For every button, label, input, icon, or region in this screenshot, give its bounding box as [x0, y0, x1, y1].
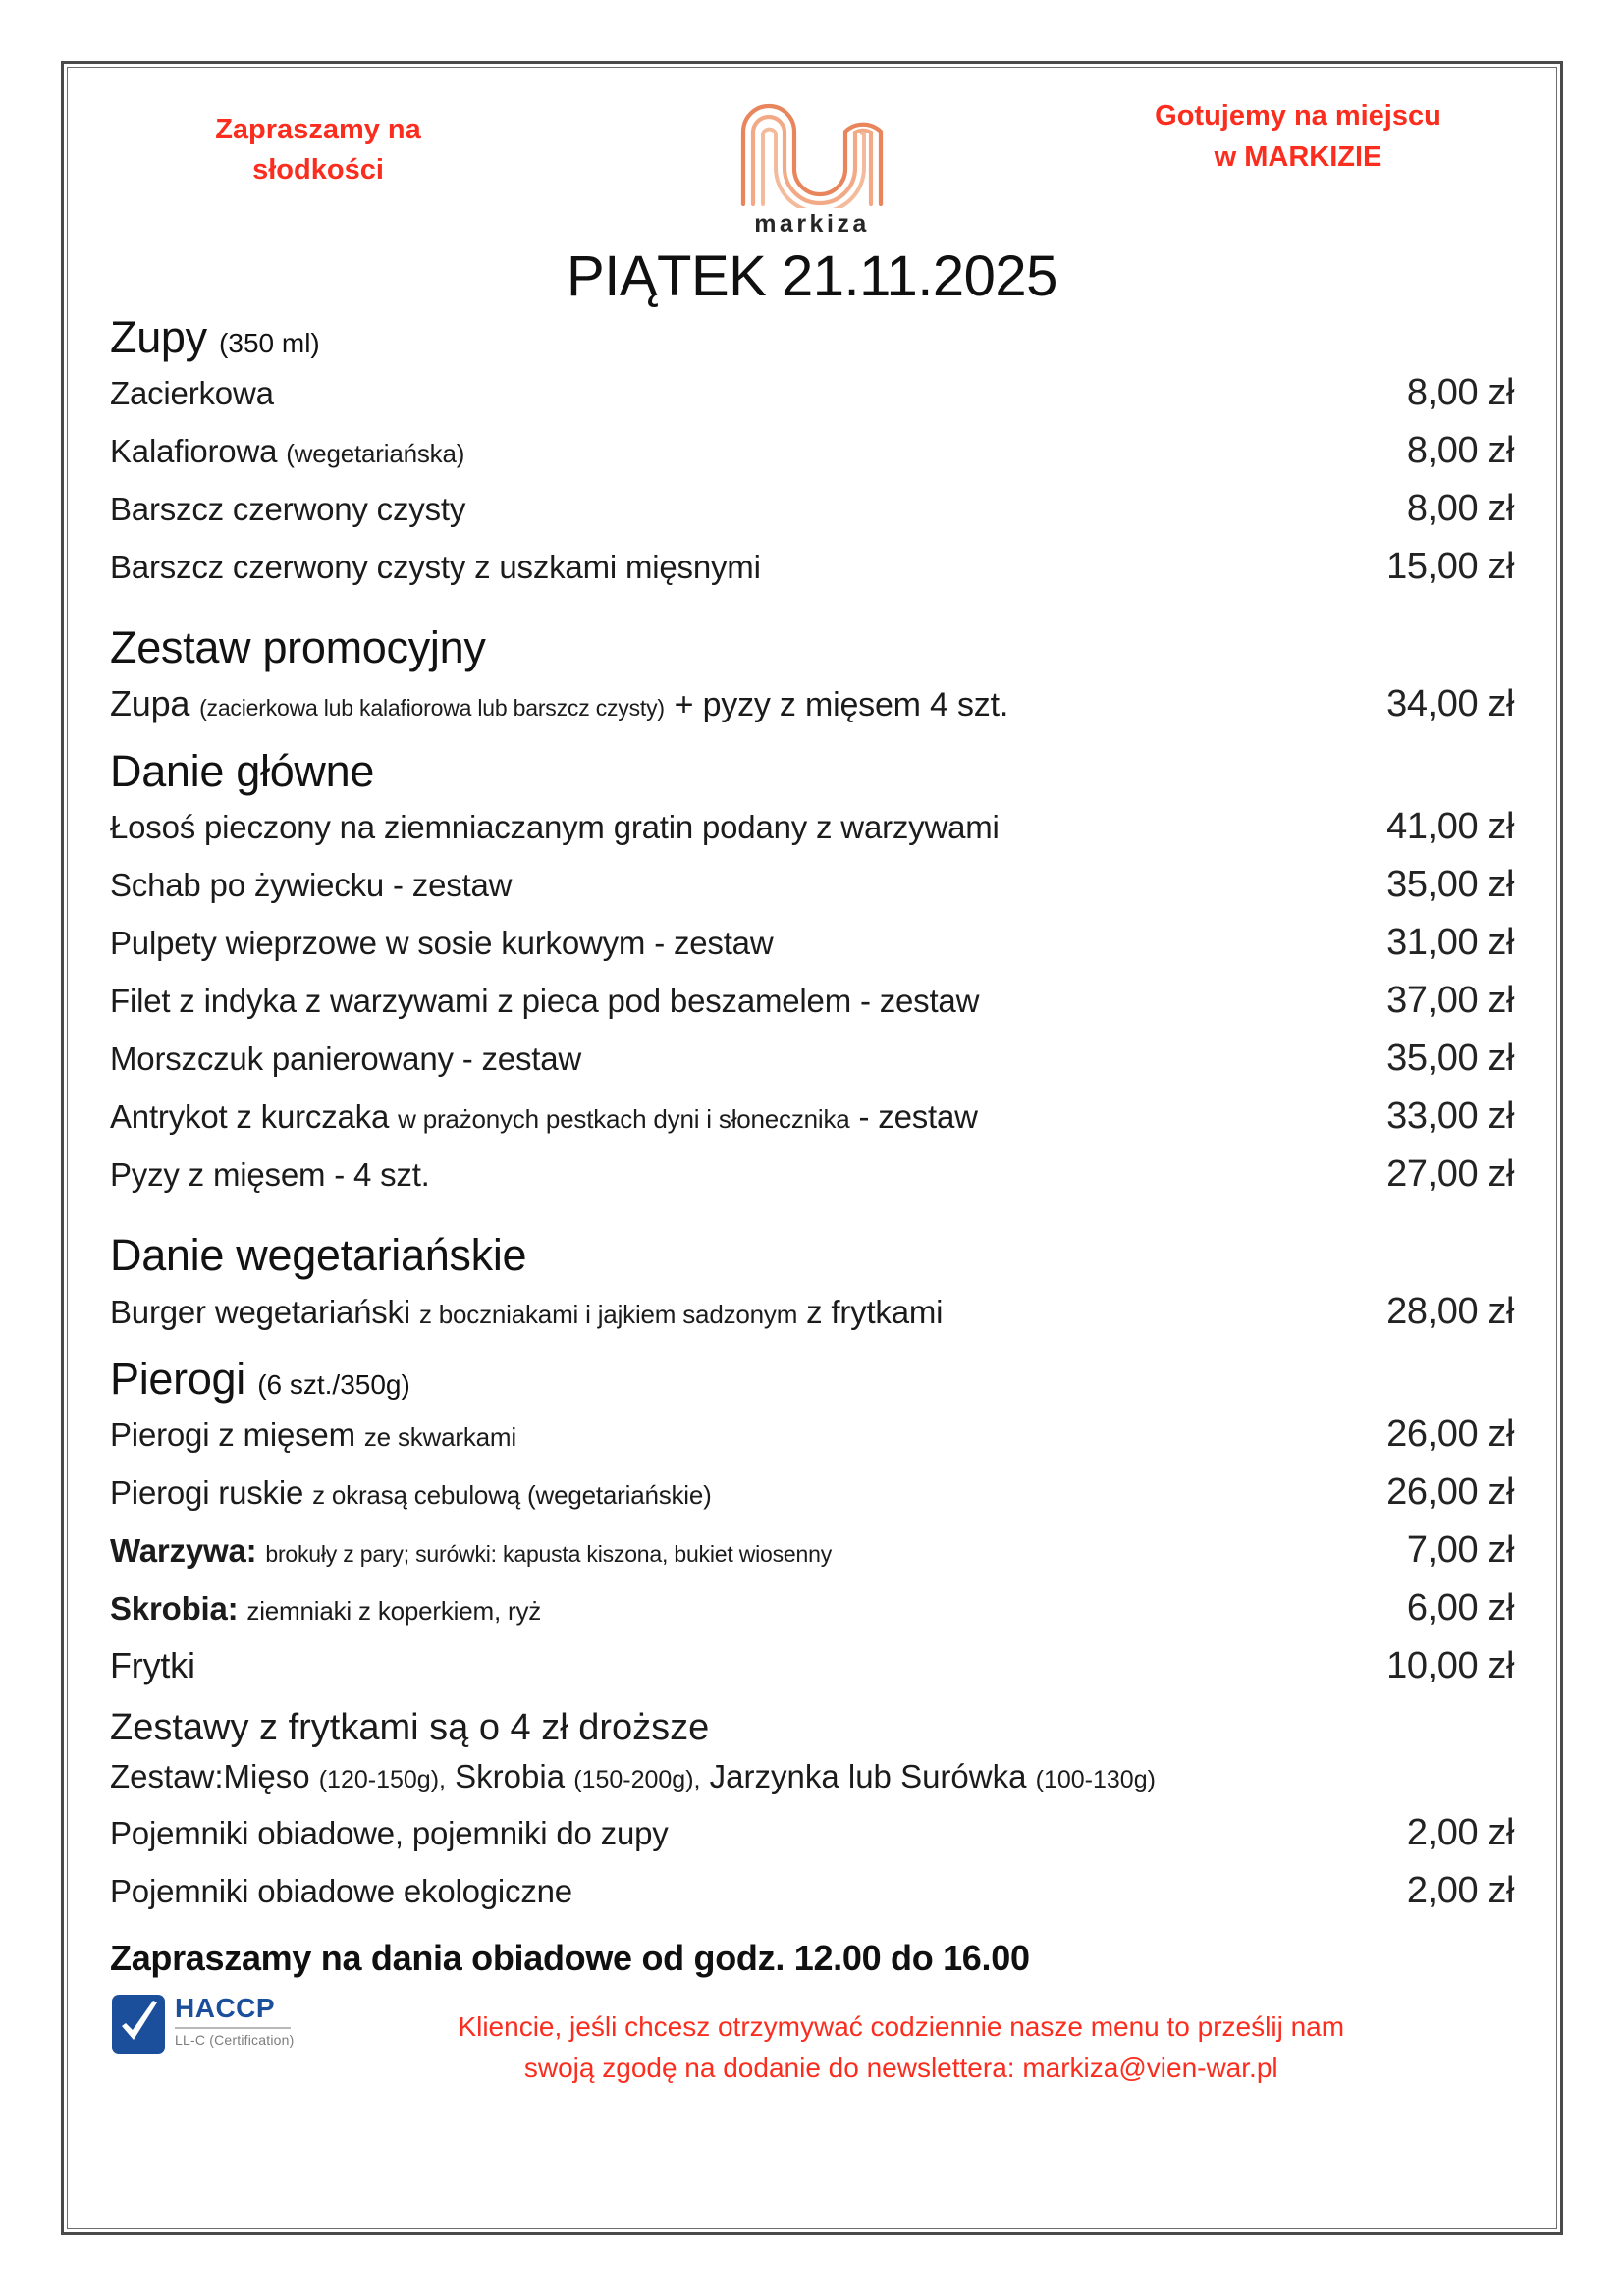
item-name-main: Antrykot z kurczaka — [110, 1098, 390, 1136]
item-name — [110, 1295, 943, 1330]
item-price: 26,00 zł — [1386, 1414, 1514, 1456]
item-name-desc: z okrasą cebulową (wegetariańskie) — [312, 1480, 712, 1511]
section-heading-pierogi-label: Pierogi — [110, 1353, 245, 1404]
item-name: Pojemniki obiadowe ekologiczne — [110, 1872, 572, 1909]
menu-row — [110, 1797, 1514, 1862]
item-name-main: Pierogi z mięsem — [110, 1416, 355, 1454]
menu-row — [110, 1088, 1514, 1146]
opening-hours-note: Zapraszamy na dania obiadowe od godz. 12.00 do 16.00 — [110, 1937, 1030, 1978]
item-price: 28,00 zł — [1386, 1290, 1514, 1332]
item-name-desc: ziemniaki z koperkiem, ryż — [246, 1596, 542, 1627]
menu-row — [110, 1862, 1514, 1920]
item-name-main: Zupa — [110, 682, 190, 723]
item-price: 26,00 zł — [1386, 1471, 1514, 1514]
section-heading-danie-wegetarianskie — [110, 1231, 1514, 1280]
item-name-desc: brokuły z pary; surówki: kapusta kiszona, bukiet wiosenny — [265, 1541, 833, 1568]
item-name — [110, 1591, 541, 1627]
item-name-desc: (zacierkowa lub kalafiorowa lub barszcz czysty) — [199, 694, 665, 721]
set-composition-starch-weight: (150-200g), — [573, 1765, 701, 1793]
item-name: Filet z indyka z warzywami z pieca pod beszamelem - zestaw — [110, 983, 980, 1020]
item-name-desc: ze skwarkami — [363, 1422, 516, 1453]
section-heading-danie-wegetarianskie-label: Danie wegetariańskie — [110, 1230, 527, 1281]
section-heading-pierogi-sub: (6 szt./350g) — [257, 1368, 410, 1400]
item-name-main: Skrobia: — [110, 1590, 239, 1628]
item-name: Pyzy z mięsem - 4 szt. — [110, 1156, 430, 1194]
item-price: 37,00 zł — [1386, 980, 1514, 1022]
item-price: 2,00 zł — [1406, 1811, 1514, 1853]
set-composition-starch-label: Skrobia — [455, 1757, 566, 1794]
section-heading-danie-glowne-label: Danie główne — [110, 745, 375, 796]
section-heading-zupy — [110, 313, 1514, 362]
item-name-desc: (wegetariańska) — [286, 439, 465, 469]
section-heading-pierogi — [110, 1355, 1514, 1404]
section-heading-zestaw-promocyjny — [110, 623, 1514, 672]
menu-row — [110, 914, 1514, 972]
menu-row — [110, 364, 1514, 422]
item-price: 35,00 zł — [1386, 864, 1514, 906]
item-price: 33,00 zł — [1386, 1095, 1514, 1138]
item-name-main: Warzywa: — [110, 1532, 257, 1570]
item-price: 7,00 zł — [1406, 1529, 1514, 1572]
newsletter-line1: Kliencie, jeśli chcesz otrzymywać codziennie nasze menu to prześlij nam — [458, 2010, 1345, 2042]
menu-row — [110, 422, 1514, 480]
item-name — [110, 1099, 978, 1135]
item-name: Pojemniki obiadowe, pojemniki do zupy — [110, 1814, 669, 1851]
menu-row — [110, 798, 1514, 856]
item-price: 15,00 zł — [1386, 546, 1514, 588]
item-name-main: Kalafiorowa — [110, 433, 278, 470]
promo-sweets-note — [171, 110, 465, 190]
haccp-check-icon — [110, 1993, 167, 2056]
set-composition-meat-weight: (120-150g), — [318, 1765, 446, 1793]
item-name-desc: z boczniakami i jajkiem sadzonym — [418, 1299, 798, 1329]
item-name — [110, 1533, 832, 1569]
section-heading-zupy-label: Zupy — [110, 311, 207, 362]
menu-row — [110, 856, 1514, 914]
brand-name: markiza — [754, 210, 870, 238]
haccp-badge — [110, 1989, 294, 2056]
item-price: 27,00 zł — [1386, 1153, 1514, 1196]
menu-row — [110, 1522, 1514, 1579]
menu-footer — [110, 1983, 1514, 2089]
item-name — [110, 434, 464, 469]
item-price: 31,00 zł — [1386, 922, 1514, 964]
promo-sweets-line1: Zapraszamy na — [215, 114, 421, 145]
markiza-logo-icon — [733, 92, 891, 208]
brand-logo — [694, 92, 930, 239]
item-price: 2,00 zł — [1406, 1869, 1514, 1911]
menu-row — [110, 972, 1514, 1030]
haccp-divider — [175, 2027, 291, 2029]
item-name: Barszcz czerwony czysty z uszkami mięsnymi — [110, 549, 761, 586]
set-composition-veg-weight: (100-130g) — [1035, 1765, 1156, 1793]
item-name-main: Pierogi ruskie — [110, 1474, 304, 1512]
item-name: Frytki — [110, 1645, 195, 1686]
item-price: 8,00 zł — [1406, 430, 1514, 472]
menu-row — [110, 1030, 1514, 1088]
menu-row — [110, 1579, 1514, 1637]
item-name: Zacierkowa — [110, 375, 274, 412]
section-heading-zestaw-promocyjny-label: Zestaw promocyjny — [110, 622, 486, 673]
menu-header — [110, 84, 1514, 251]
item-name-desc: w prażonych pestkach dyni i słonecznika — [398, 1104, 850, 1135]
item-price: 41,00 zł — [1386, 806, 1514, 848]
item-price: 35,00 zł — [1386, 1038, 1514, 1080]
item-name: Barszcz czerwony czysty — [110, 491, 466, 528]
section-heading-zupy-sub: (350 ml) — [219, 327, 320, 358]
page-title: PIĄTEK 21.11.2025 — [567, 244, 1057, 308]
item-name: Łosoś pieczony na ziemniaczanym gratin podany z warzywami — [110, 809, 1000, 846]
newsletter-note — [317, 1989, 1514, 2089]
item-name — [110, 1417, 516, 1453]
item-price: 6,00 zł — [1406, 1587, 1514, 1629]
menu-content — [84, 84, 1540, 2089]
surcharge-note: Zestawy z frytkami są o 4 zł droższe — [110, 1707, 710, 1749]
item-name-suffix: - zestaw — [858, 1098, 978, 1136]
menu-row — [110, 1637, 1514, 1695]
menu-row — [110, 480, 1514, 538]
item-name-main: Burger wegetariański — [110, 1293, 410, 1330]
menu-row — [110, 675, 1514, 733]
newsletter-line2: swoją zgodę na dodanie do newslettera: markiza@vien-war.pl — [523, 2052, 1278, 2083]
menu-row — [110, 1406, 1514, 1464]
menu-row — [110, 1146, 1514, 1203]
set-composition-note — [110, 1751, 1514, 1797]
item-name: Morszczuk panierowany - zestaw — [110, 1041, 582, 1078]
item-price: 34,00 zł — [1386, 682, 1514, 724]
item-name — [110, 682, 1009, 723]
item-name-suffix: + pyzy z mięsem 4 szt. — [674, 685, 1009, 723]
promo-cooked-line1: Gotujemy na miejscu — [1155, 100, 1441, 132]
set-composition-meat-label: Zestaw:Mięso — [110, 1757, 310, 1794]
menu-row — [110, 538, 1514, 596]
promo-cooked-line2: w MARKIZIE — [1214, 140, 1382, 173]
item-price: 8,00 zł — [1406, 372, 1514, 414]
item-name — [110, 1475, 712, 1511]
item-name-suffix: z frytkami — [806, 1293, 944, 1330]
promo-sweets-line2: słodkości — [252, 154, 384, 187]
promo-cooked-onsite-note — [1092, 96, 1504, 179]
item-name: Pulpety wieprzowe w sosie kurkowym - zestaw — [110, 925, 774, 962]
item-price: 10,00 zł — [1386, 1645, 1514, 1687]
item-name: Schab po żywiecku - zestaw — [110, 867, 513, 904]
haccp-text — [175, 1993, 294, 2047]
haccp-title: HACCP — [175, 1992, 276, 2023]
haccp-subtitle: LL-C (Certification) — [175, 2031, 295, 2048]
item-price: 8,00 zł — [1406, 488, 1514, 530]
menu-row — [110, 1464, 1514, 1522]
menu-row — [110, 1283, 1514, 1341]
set-composition-veg-label: Jarzynka lub Surówka — [709, 1757, 1027, 1794]
section-heading-danie-glowne — [110, 747, 1514, 796]
